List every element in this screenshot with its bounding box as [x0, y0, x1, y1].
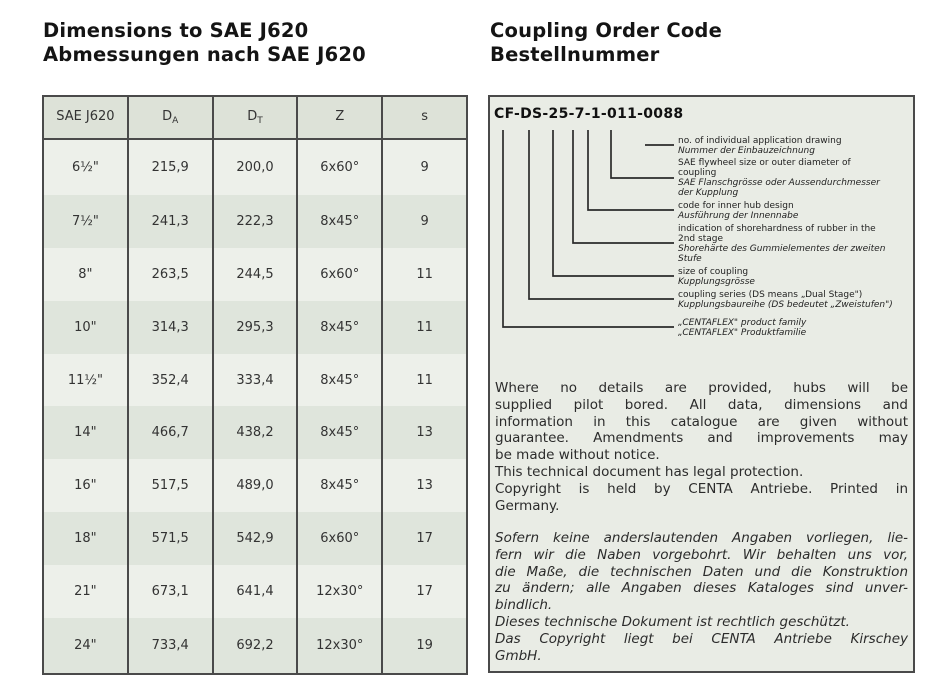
column-header-z: Z — [297, 96, 382, 139]
table-header — [43, 96, 467, 139]
table-cell: 692,2 — [213, 618, 298, 674]
table-cell: 542,9 — [213, 512, 298, 565]
dimensions-title — [43, 19, 366, 67]
table-cell: 11 — [416, 372, 433, 388]
table-cell: 9 — [420, 214, 429, 230]
column-header-dt: $D_T$ — [213, 96, 298, 139]
table-cell: 12x30° — [297, 618, 382, 674]
sae-dimensions-table — [42, 95, 468, 675]
order-code-title-en: Coupling Order Code — [490, 19, 723, 42]
table-cell: 11 — [416, 319, 433, 335]
table-cell: 571,5 — [128, 512, 213, 565]
order-code-label-product-family: „CENTAFLEX" product family „CENTAFLEX" Produktfamilie — [678, 318, 807, 338]
table-cell: 13 — [416, 478, 433, 494]
table-cell: 24" — [43, 618, 128, 674]
column-header-s: s — [382, 96, 467, 139]
order-code-label-coupling-series: coupling series (DS means „Dual Stage") Kupplungsbaureihe (DS bedeutet „Zweistufen") — [678, 290, 893, 310]
table-cell: 333,4 — [213, 354, 298, 407]
table-cell: 21" — [43, 565, 128, 618]
table-cell: 466,7 — [128, 406, 213, 459]
table-cell: 222,3 — [213, 195, 298, 248]
table-cell: 733,4 — [128, 618, 213, 674]
table-cell: 11 — [416, 266, 433, 282]
table-row — [43, 512, 467, 565]
table-cell: 314,3 — [128, 301, 213, 354]
table-cell: 6x60° — [297, 139, 382, 195]
column-header-sae: SAE J620 — [43, 96, 128, 139]
table-cell: 200,0 — [213, 139, 298, 195]
dimensions-title-de: Abmessungen nach SAE J620 — [43, 43, 366, 66]
dimensions-title-en: Dimensions to SAE J620 — [43, 19, 309, 42]
table-cell: 673,1 — [128, 565, 213, 618]
order-code-label-drawing-no: no. of individual application drawing Nummer der Einbauzeichnung — [678, 136, 842, 156]
table-cell: 6x60° — [297, 512, 382, 565]
table-cell: 14" — [43, 406, 128, 459]
table-cell: 17 — [416, 530, 433, 546]
column-header-da: $D_A$ — [128, 96, 213, 139]
table-cell: 352,4 — [128, 354, 213, 407]
table-cell: 13 — [416, 425, 433, 441]
table-row — [43, 139, 467, 195]
table-cell: 7½" — [43, 195, 128, 248]
table-cell: 6x60° — [297, 248, 382, 301]
table-cell: 9 — [420, 160, 429, 176]
table-cell: 18" — [43, 512, 128, 565]
table-cell: 12x30° — [297, 565, 382, 618]
table-cell: 489,0 — [213, 459, 298, 512]
table-cell: 10" — [43, 301, 128, 354]
table-row — [43, 354, 467, 407]
order-code-value: CF-DS-25-7-1-011-0088 — [494, 106, 684, 122]
order-code-title — [490, 19, 722, 67]
table-row — [43, 195, 467, 248]
table-cell: 8x45° — [297, 459, 382, 512]
table-cell: 17 — [416, 583, 433, 599]
table-header-row — [43, 96, 467, 139]
order-code-label-flywheel-size: SAE flywheel size or outer diameter of coupling SAE Flanschgrösse oder Aussendurchmesser der Kupplung — [678, 158, 880, 198]
order-code-label-coupling-size: size of coupling Kupplungsgrösse — [678, 267, 755, 287]
table-cell: 11½" — [43, 354, 128, 407]
table-cell: 295,3 — [213, 301, 298, 354]
table-cell: 215,9 — [128, 139, 213, 195]
table-row — [43, 301, 467, 354]
table-row — [43, 565, 467, 618]
table-cell: 244,5 — [213, 248, 298, 301]
order-code-title-de: Bestellnummer — [490, 43, 660, 66]
order-code-label-shorehardness: indication of shorehardness of rubber in the 2nd stage Shorehärte des Gummielementes der zweiten Stufe — [678, 224, 886, 264]
table-row — [43, 459, 467, 512]
table-row — [43, 406, 467, 459]
table-cell: 8" — [43, 248, 128, 301]
table-cell: 6½" — [43, 139, 128, 195]
table-cell: 8x45° — [297, 406, 382, 459]
table-cell: 641,4 — [213, 565, 298, 618]
table-row — [43, 618, 467, 674]
table-cell: 19 — [416, 637, 433, 653]
legal-notes-english: Where no details are provided, hubs will be supplied pilot bored. All data, dimensions and information in this catalogue are given without guarantee. Amendments and improvements may be made without notice. This technical document has legal protection. Copyright is held by CENTA Antriebe. Printed in Germany. — [495, 380, 908, 514]
table-cell: 517,5 — [128, 459, 213, 512]
table-cell: 16" — [43, 459, 128, 512]
order-code-box — [488, 95, 915, 673]
table-cell: 438,2 — [213, 406, 298, 459]
table-cell: 8x45° — [297, 354, 382, 407]
legal-notes-german: Sofern keine anderslautenden Angaben vorliegen, lie- fern wir die Naben vorgebohrt. Wir behalten uns vor, die Maße, die technischen Daten und die Konstruktion zu ändern; alle Angaben dieses Kataloges sind unver- bindlich. Dieses technische Dokument ist rechtlich geschützt. Das Copyright liegt bei CENTA Antriebe Kirschey GmbH. — [495, 530, 908, 664]
table-cell: 241,3 — [128, 195, 213, 248]
table-row — [43, 248, 467, 301]
table-cell: 263,5 — [128, 248, 213, 301]
table-cell: 8x45° — [297, 301, 382, 354]
table-cell: 8x45° — [297, 195, 382, 248]
order-code-label-hub-design: code for inner hub design Ausführung der Innennabe — [678, 201, 799, 221]
